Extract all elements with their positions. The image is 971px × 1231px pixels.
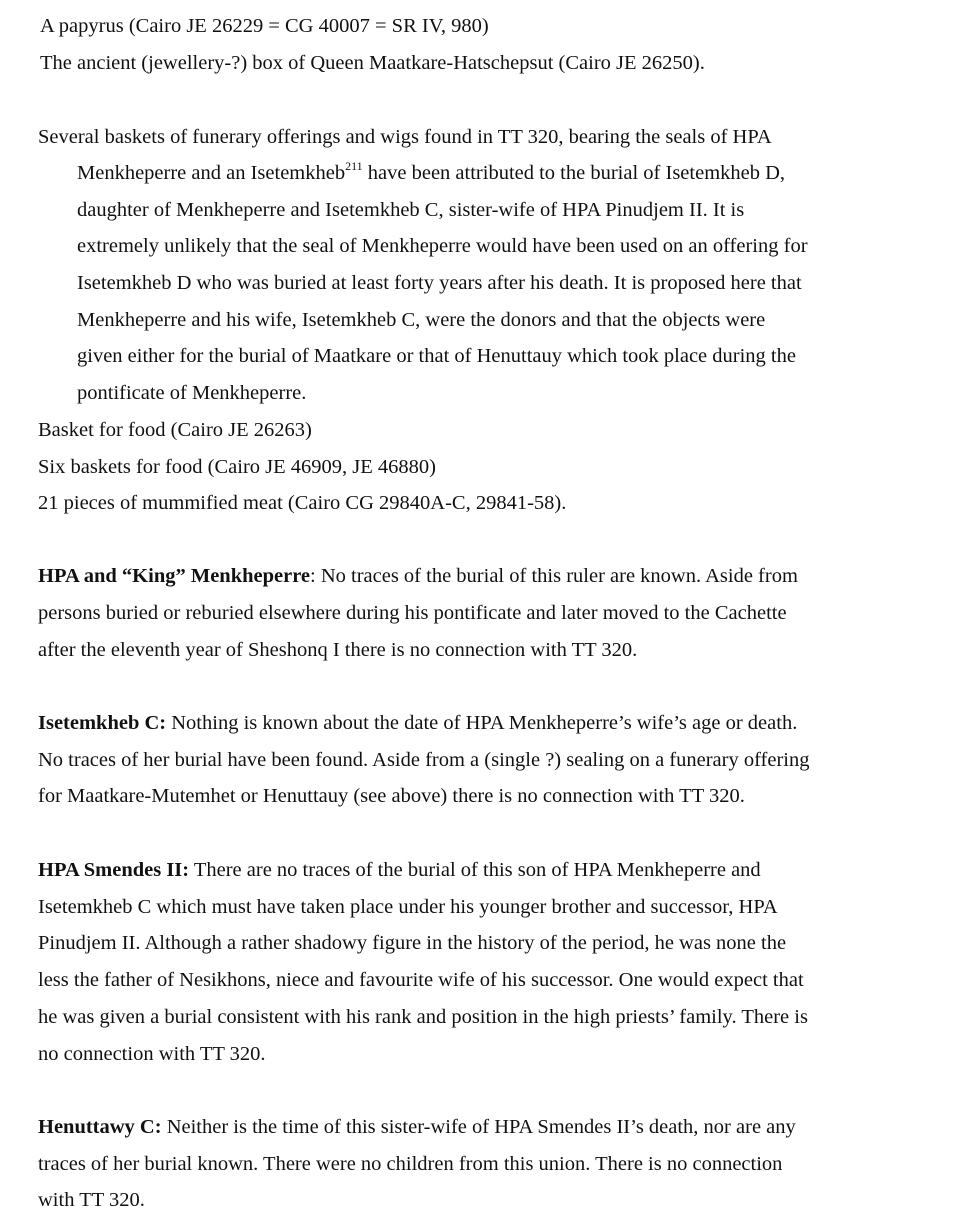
section-heading: HPA and “King” Menkheperre: [38, 565, 311, 587]
paragraph-line: persons buried or reburied elsewhere during his pontificate and later moved to the Cachette: [38, 602, 787, 624]
list-item: Basket for food (Cairo JE 26263): [38, 419, 312, 441]
paragraph-line: after the eleventh year of Sheshonq I there is no connection with TT 320.: [38, 639, 638, 661]
item-box: The ancient (jewellery-?) box of Queen Maatkare-Hatschepsut (Cairo JE 26250).: [40, 52, 705, 74]
baskets-line: Menkheperre and his wife, Isetemkheb C, were the donors and that the objects were: [77, 309, 766, 331]
baskets-line: Isetemkheb D who was buried at least forty years after his death. It is proposed here that: [77, 272, 802, 294]
paragraph-line: No traces of her burial have been found. Aside from a (single ?) sealing on a funerary offering: [38, 749, 810, 771]
section-heading: HPA Smendes II:: [38, 859, 190, 881]
paragraph-line: less the father of Nesikhons, niece and favourite wife of his successor. One would expect that: [38, 969, 804, 991]
baskets-line: daughter of Menkheperre and Isetemkheb C, sister-wife of HPA Pinudjem II. It is: [77, 199, 745, 221]
baskets-line: given either for the burial of Maatkare or that of Henuttauy which took place during the: [77, 345, 796, 367]
paragraph-line: traces of her burial known. There were no children from this union. There is no connection: [38, 1153, 783, 1175]
list-item: 21 pieces of mummified meat (Cairo CG 29840A-C, 29841-58).: [38, 492, 567, 514]
section-heading: Henuttawy C:: [38, 1116, 162, 1138]
baskets-line: extremely unlikely that the seal of Menkheperre would have been used on an offering for: [77, 235, 808, 257]
paragraph-line: with TT 320.: [38, 1189, 145, 1211]
paragraph-line: Isetemkheb C which must have taken place under his younger brother and successor, HPA: [38, 896, 778, 918]
paragraph-line: Pinudjem II. Although a rather shadowy figure in the history of the period, he was none the: [38, 932, 787, 954]
paragraph-line: no connection with TT 320.: [38, 1043, 266, 1065]
paragraph-line: for Maatkare-Mutemhet or Henuttauy (see above) there is no connection with TT 320.: [38, 785, 745, 807]
footnote-marker: 211: [345, 159, 363, 173]
item-papyrus: A papyrus (Cairo JE 26229 = CG 40007 = SR IV, 980): [40, 15, 489, 37]
list-item: Six baskets for food (Cairo JE 46909, JE 46880): [38, 456, 436, 478]
paragraph-line: he was given a burial consistent with his rank and position in the high priests’ family. There is: [38, 1006, 808, 1028]
baskets-line: Several baskets of funerary offerings and wigs found in TT 320, bearing the seals of HPA: [38, 126, 772, 148]
section-heading: Isetemkheb C:: [38, 712, 167, 734]
baskets-line: pontificate of Menkheperre.: [77, 382, 307, 404]
baskets-line: Menkheperre and an Isetemkheb$^{211}$ have been attributed to the burial of Isetemkheb D,: [77, 159, 786, 184]
